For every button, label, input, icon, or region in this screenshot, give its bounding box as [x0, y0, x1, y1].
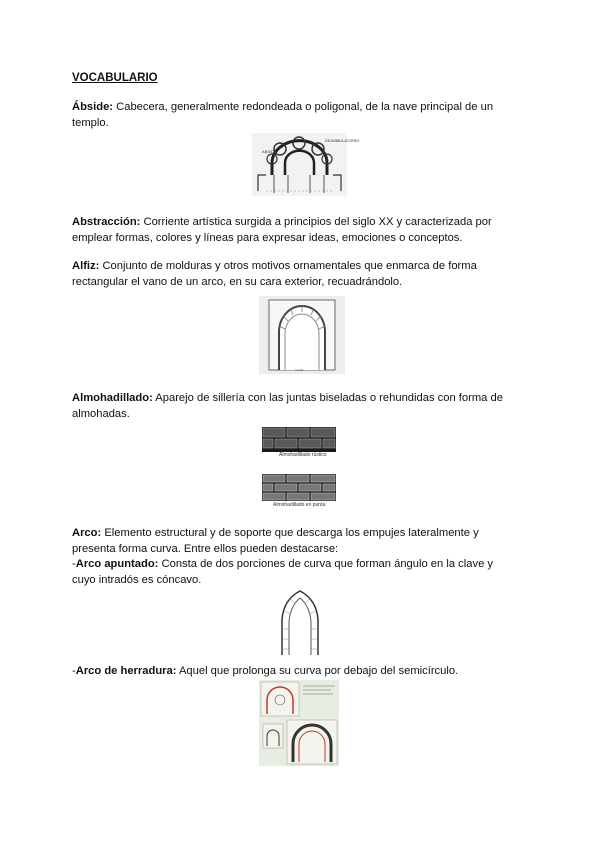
- svg-text:DEAMBULATORIO: DEAMBULATORIO: [325, 138, 360, 143]
- entry-prefix: -: [72, 665, 76, 677]
- arco-apuntado-image: [276, 589, 324, 657]
- entry-definition: Consta de dos porciones de curva que forman ángulo en la clave y cuyo intradós es cóncavo.: [72, 558, 493, 586]
- almohadillado-caption-1: Almohadillado rústico: [279, 452, 327, 458]
- entry-term: Arco de herradura:: [75, 665, 177, 677]
- arco-herradura-image: [259, 680, 339, 766]
- almohadillado-image-2: [262, 474, 336, 501]
- svg-text:ALFIZ: ALFIZ: [295, 368, 304, 372]
- entry-definition: Elemento estructural y de soporte que descarga los empujes lateralmente y presenta forma curva. Entre ellos pueden destacarse:: [72, 527, 479, 555]
- entry-abside: [72, 100, 512, 131]
- alfiz-arch-image: [259, 296, 345, 374]
- almohadillado-image-1: [262, 427, 336, 452]
- page-title: VOCABULARIO: [72, 72, 158, 84]
- entry-abstraccion: [72, 215, 512, 246]
- entry-arco-herradura: [72, 664, 512, 680]
- svg-text:ABSIDE: ABSIDE: [262, 149, 277, 154]
- entry-definition: Corriente artística surgida a principios del siglo XX y caracterizada por emplear formas, colores y líneas para expresar ideas, emociones o conceptos.: [72, 216, 492, 244]
- entry-term: Abstracción:: [72, 216, 141, 228]
- almohadillado-caption-2: Almohadillado en punta: [273, 502, 326, 508]
- entry-alfiz: [72, 259, 512, 290]
- entry-prefix: -: [72, 558, 76, 570]
- entry-term: Arco apuntado:: [75, 558, 159, 570]
- entry-definition: Aparejo de sillería con las juntas biseladas o rehundidas con forma de almohadas.: [72, 392, 503, 420]
- entry-definition: Conjunto de molduras y otros motivos ornamentales que enmarca de forma rectangular el vano de un arco, en su cara exterior, recuadrándolo.: [72, 260, 477, 288]
- entry-term: Ábside:: [72, 101, 114, 113]
- entry-term: Alfiz:: [72, 260, 100, 272]
- entry-term: Arco:: [72, 527, 102, 539]
- entry-definition: Aquel que prolonga su curva por debajo del semicírculo.: [176, 665, 459, 677]
- entry-definition: Cabecera, generalmente redondeada o poligonal, de la nave principal de un templo.: [72, 101, 494, 129]
- entry-term: Almohadillado:: [72, 392, 153, 404]
- abside-plan-image: [252, 133, 360, 196]
- entry-arco: [72, 526, 512, 557]
- entry-almohadillado: [72, 391, 512, 422]
- entry-arco-apuntado: [72, 557, 512, 588]
